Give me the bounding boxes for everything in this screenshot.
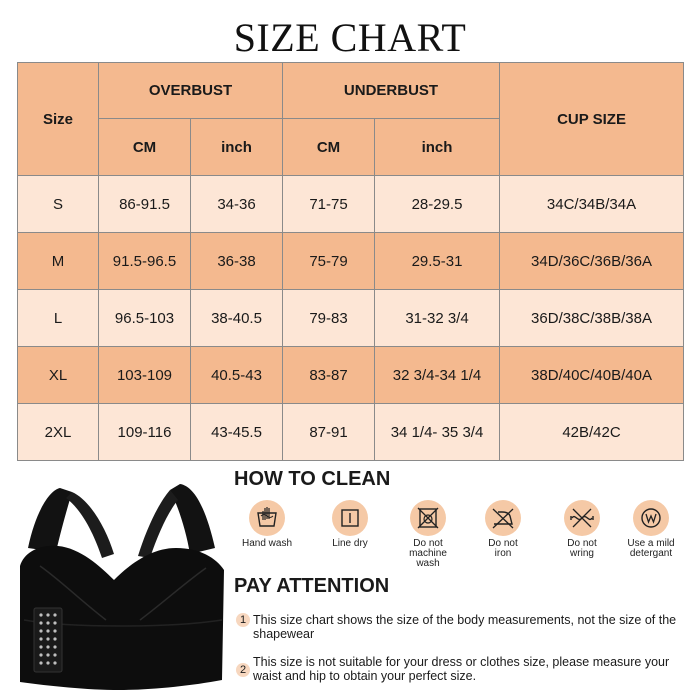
- underbust-cm-header: CM: [283, 119, 375, 176]
- table-header-row: [18, 63, 684, 119]
- underbust-inch-cell: 32 3/4-34 1/4: [375, 347, 500, 404]
- underbust-cm-cell: 87-91: [283, 404, 375, 461]
- care-label: Use a mild: [627, 538, 675, 549]
- overbust-cm-cell: 96.5-103: [99, 290, 191, 347]
- care-label: wring: [570, 548, 594, 559]
- no-wring-icon: [564, 500, 600, 536]
- hand-wash-icon: [249, 500, 285, 536]
- note-number-badge: 1: [236, 613, 250, 627]
- table-row: [18, 290, 684, 347]
- care-item-no-machine-wash: [393, 500, 463, 569]
- care-label: iron: [494, 548, 512, 559]
- overbust-inch-cell: 36-38: [191, 233, 283, 290]
- size-cell: M: [18, 233, 99, 290]
- care-label: detergant: [629, 548, 673, 559]
- underbust-header: UNDERBUST: [283, 63, 500, 119]
- underbust-cm-cell: 83-87: [283, 347, 375, 404]
- left-strap: [28, 488, 72, 552]
- cup-size-cell: 34D/36C/36B/36A: [500, 233, 684, 290]
- no-iron-icon: [485, 500, 521, 536]
- no-machine-wash-icon: [410, 500, 446, 536]
- size-cell: 2XL: [18, 404, 99, 461]
- product-bra-image: [10, 470, 232, 700]
- table-row: [18, 233, 684, 290]
- overbust-inch-header: inch: [191, 119, 283, 176]
- note-text: This size chart shows the size of the body measurements, not the size of the shapewear: [253, 613, 677, 641]
- note-text: This size is not suitable for your dress or clothes size, please measure your waist and hip to obtain your perfect size.: [253, 655, 670, 683]
- care-label: Hand wash: [241, 538, 293, 549]
- overbust-inch-cell: 43-45.5: [191, 404, 283, 461]
- underbust-cm-cell: 71-75: [283, 176, 375, 233]
- care-label: Line dry: [332, 538, 368, 549]
- pay-attention-title: PAY ATTENTION: [234, 575, 390, 597]
- underbust-inch-cell: 34 1/4- 35 3/4: [375, 404, 500, 461]
- line-dry-icon: [332, 500, 368, 536]
- care-item-no-wring: [547, 500, 617, 559]
- overbust-cm-cell: 86-91.5: [99, 176, 191, 233]
- care-label: Do not: [567, 538, 597, 549]
- cup-size-cell: 38D/40C/40B/40A: [500, 347, 684, 404]
- how-to-clean-title: HOW TO CLEAN: [234, 468, 391, 490]
- care-item-hand-wash: [232, 500, 302, 549]
- overbust-header: OVERBUST: [99, 63, 283, 119]
- care-item-no-iron: [468, 500, 538, 559]
- size-cell: XL: [18, 347, 99, 404]
- table-row: [18, 347, 684, 404]
- cup-size-header: CUP SIZE: [500, 63, 684, 176]
- overbust-cm-cell: 103-109: [99, 347, 191, 404]
- overbust-cm-header: CM: [99, 119, 191, 176]
- size-header: Size: [18, 63, 99, 176]
- cup-size-cell: 36D/38C/38B/38A: [500, 290, 684, 347]
- underbust-cm-cell: 75-79: [283, 233, 375, 290]
- cup-size-cell: 42B/42C: [500, 404, 684, 461]
- overbust-inch-cell: 34-36: [191, 176, 283, 233]
- underbust-inch-cell: 28-29.5: [375, 176, 500, 233]
- cup-size-cell: 34C/34B/34A: [500, 176, 684, 233]
- care-label: wash: [416, 558, 440, 569]
- underbust-inch-cell: 29.5-31: [375, 233, 500, 290]
- care-label: Do not: [413, 538, 443, 549]
- care-item-line-dry: [315, 500, 385, 549]
- page-title: SIZE CHART: [233, 15, 467, 60]
- underbust-inch-header: inch: [375, 119, 500, 176]
- table-row: [18, 404, 684, 461]
- care-label: Do not: [488, 538, 518, 549]
- right-strap: [170, 484, 215, 554]
- overbust-inch-cell: 38-40.5: [191, 290, 283, 347]
- overbust-cm-cell: 109-116: [99, 404, 191, 461]
- table-row: [18, 176, 684, 233]
- size-cell: L: [18, 290, 99, 347]
- overbust-inch-cell: 40.5-43: [191, 347, 283, 404]
- care-item-mild-detergent: [616, 500, 686, 559]
- size-chart-table: [17, 62, 684, 461]
- size-cell: S: [18, 176, 99, 233]
- mild-detergent-icon: [633, 500, 669, 536]
- underbust-cm-cell: 79-83: [283, 290, 375, 347]
- overbust-cm-cell: 91.5-96.5: [99, 233, 191, 290]
- note-number-badge: 2: [236, 663, 250, 677]
- care-label: machine: [409, 548, 447, 559]
- underbust-inch-cell: 31-32 3/4: [375, 290, 500, 347]
